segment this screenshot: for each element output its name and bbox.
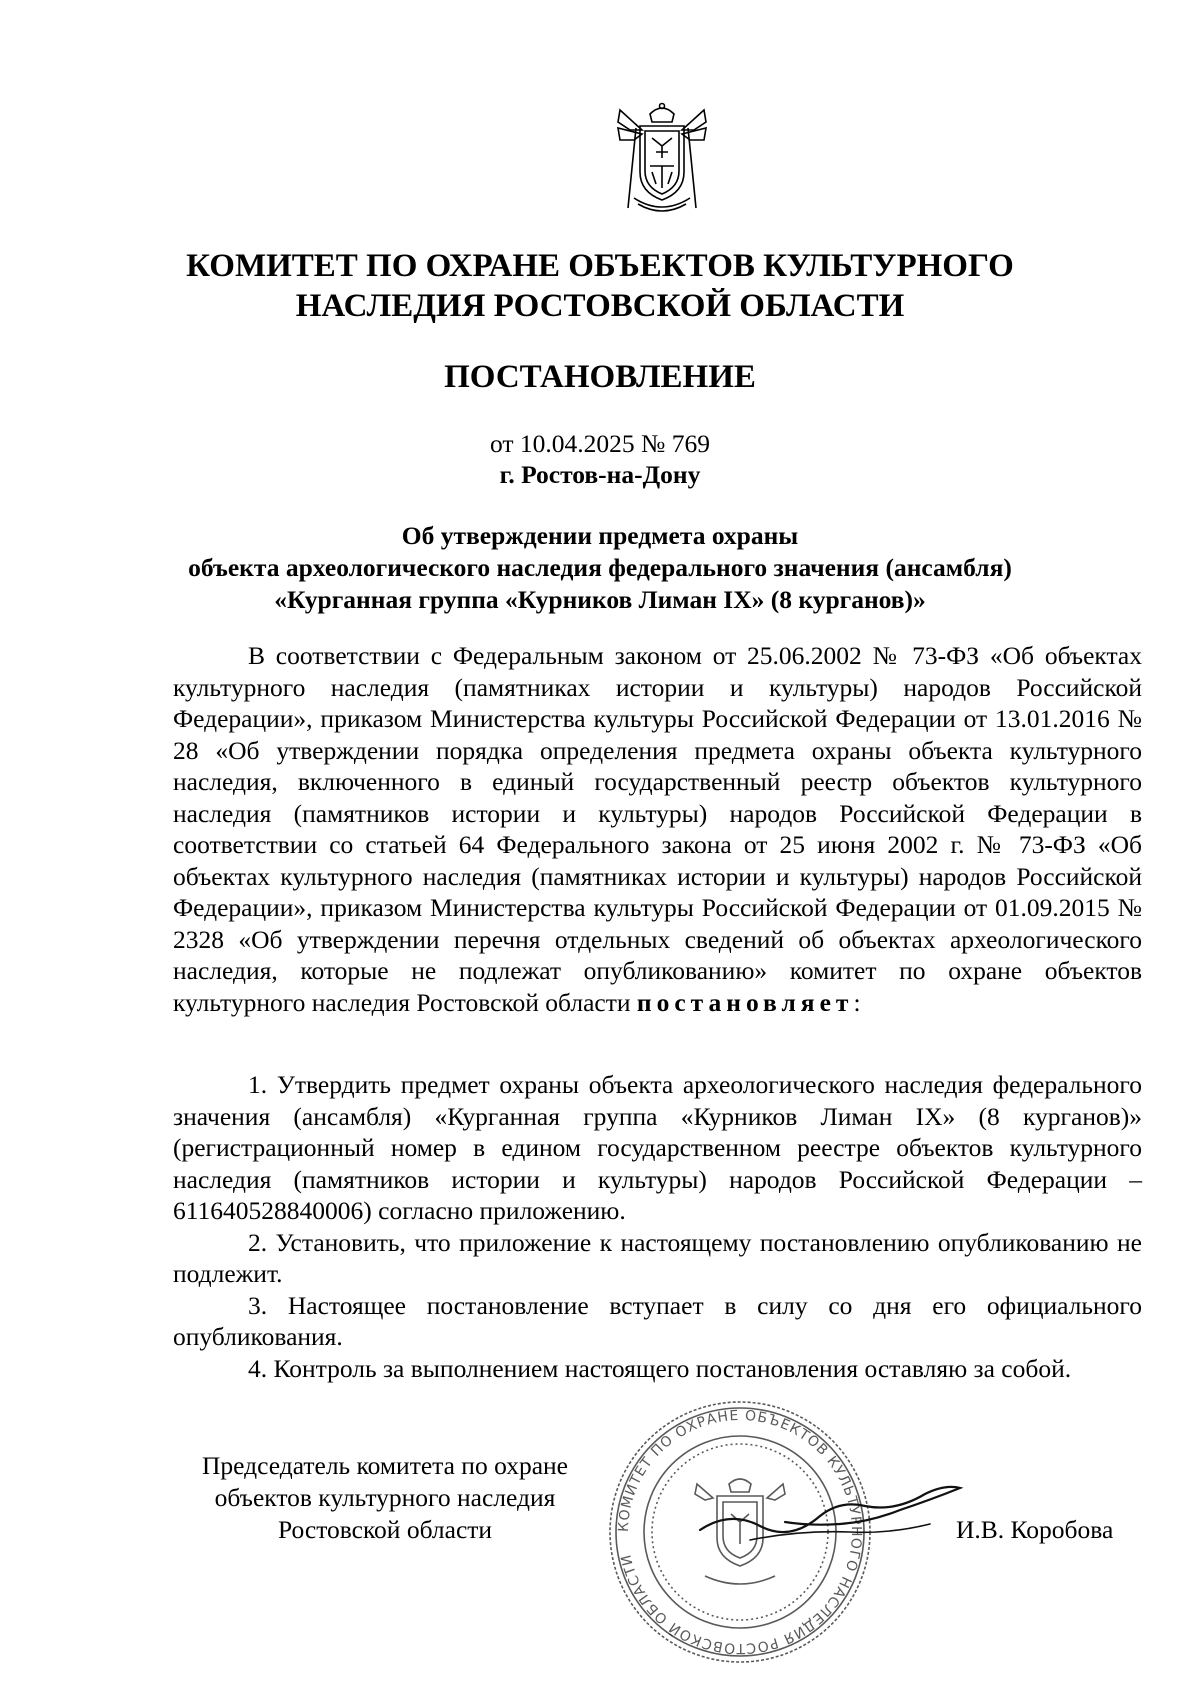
subject-line-2: объекта археологического наследия федерального значения (ансамбля): [188, 553, 1012, 582]
resolution-item-1: 1. Утвердить предмет охраны объекта археологического наследия федерального значения (ансамбля) «Курганная группа «Курников Лиман IX» (8 курганов)» (регистрационный номер в едином государственном реестре объектов культурного наследия (памятников истории и культуры) народов Российской Федерации – 611640528840006) согласно приложению.: [173, 1070, 1142, 1225]
org-title-line-2: НАСЛЕДИЯ РОСТОВСКОЙ ОБЛАСТИ: [295, 288, 905, 324]
resolves-word: постановляет: [636, 987, 854, 1017]
resolution-item-2: 2. Установить, что приложение к настоящему постановлению опубликованию не подлежит.: [173, 1227, 1142, 1288]
preamble-colon: :: [853, 987, 861, 1017]
subject-line-1: Об утверждении предмета охраны: [401, 521, 799, 550]
document-date-number: от 10.04.2025 № 769: [489, 429, 710, 458]
document-type: ПОСТАНОВЛЕНИЕ: [444, 359, 756, 395]
subject-line-3: «Курганная группа «Курников Лиман IX» (8 курганов)»: [274, 585, 926, 614]
signer-position-line-2: объектов культурного наследия: [214, 1483, 556, 1512]
coat-of-arms-icon: [612, 100, 712, 218]
handwritten-signature-icon: [690, 1470, 970, 1560]
preamble: [173, 640, 1142, 1018]
signer-position: [165, 1450, 605, 1546]
resolution-items: [173, 1069, 1142, 1384]
resolution-item-3: 3. Настоящее постановление вступает в силу со дня его официального опубликования.: [173, 1290, 1142, 1351]
document-subject: [0, 520, 1200, 616]
org-title-line-1: КОМИТЕТ ПО ОХРАНЕ ОБЪЕКТОВ КУЛЬТУРНОГО: [186, 248, 1014, 284]
preamble-text: В соответствии с Федеральным законом от 25.06.2002 № 73-ФЗ «Об объектах культурного наследия (памятниках истории и культуры) народов Российской Федерации», приказом Министерства культуры Российской Федерации от 13.01.2016 № 28 «Об утверждении порядка определения предмета охраны объекта культурного наследия, включенного в единый государственный реестр объектов культурного наследия (памятников истории и культуры) народов Российской Федерации в соответствии со статьей 64 Федерального закона от 25 июня 2002 г. № 73-ФЗ «Об объектах культурного наследия (памятниках истории и культуры) народов Российской Федерации», приказом Министерства культуры Российской Федерации от 01.09.2015 № 2328 «Об утверждении перечня отдельных сведений об объектах археологического наследия, которые не подлежат опубликованию» комитет по охране объектов культурного наследия Ростовской области: [173, 641, 1142, 1017]
seal-text: КОМИТЕТ ПО ОХРАНЕ ОБЪЕКТОВ КУЛЬТУРНОГО НАСЛЕДИЯ РОСТОВСКОЙ ОБЛАСТИ: [615, 1407, 865, 1657]
resolution-item-4: 4. Контроль за выполнением настоящего постановления оставляю за собой.: [248, 1353, 1072, 1383]
document-city: г. Ростов-на-Дону: [499, 460, 701, 489]
preamble-paragraph: [173, 640, 1142, 1018]
signer-name: И.В. Коробова: [956, 1515, 1114, 1544]
signer-position-line-1: Председатель комитета по охране: [202, 1451, 568, 1480]
organization-title: [0, 246, 1200, 326]
signer-position-line-3: Ростовской области: [277, 1515, 493, 1544]
